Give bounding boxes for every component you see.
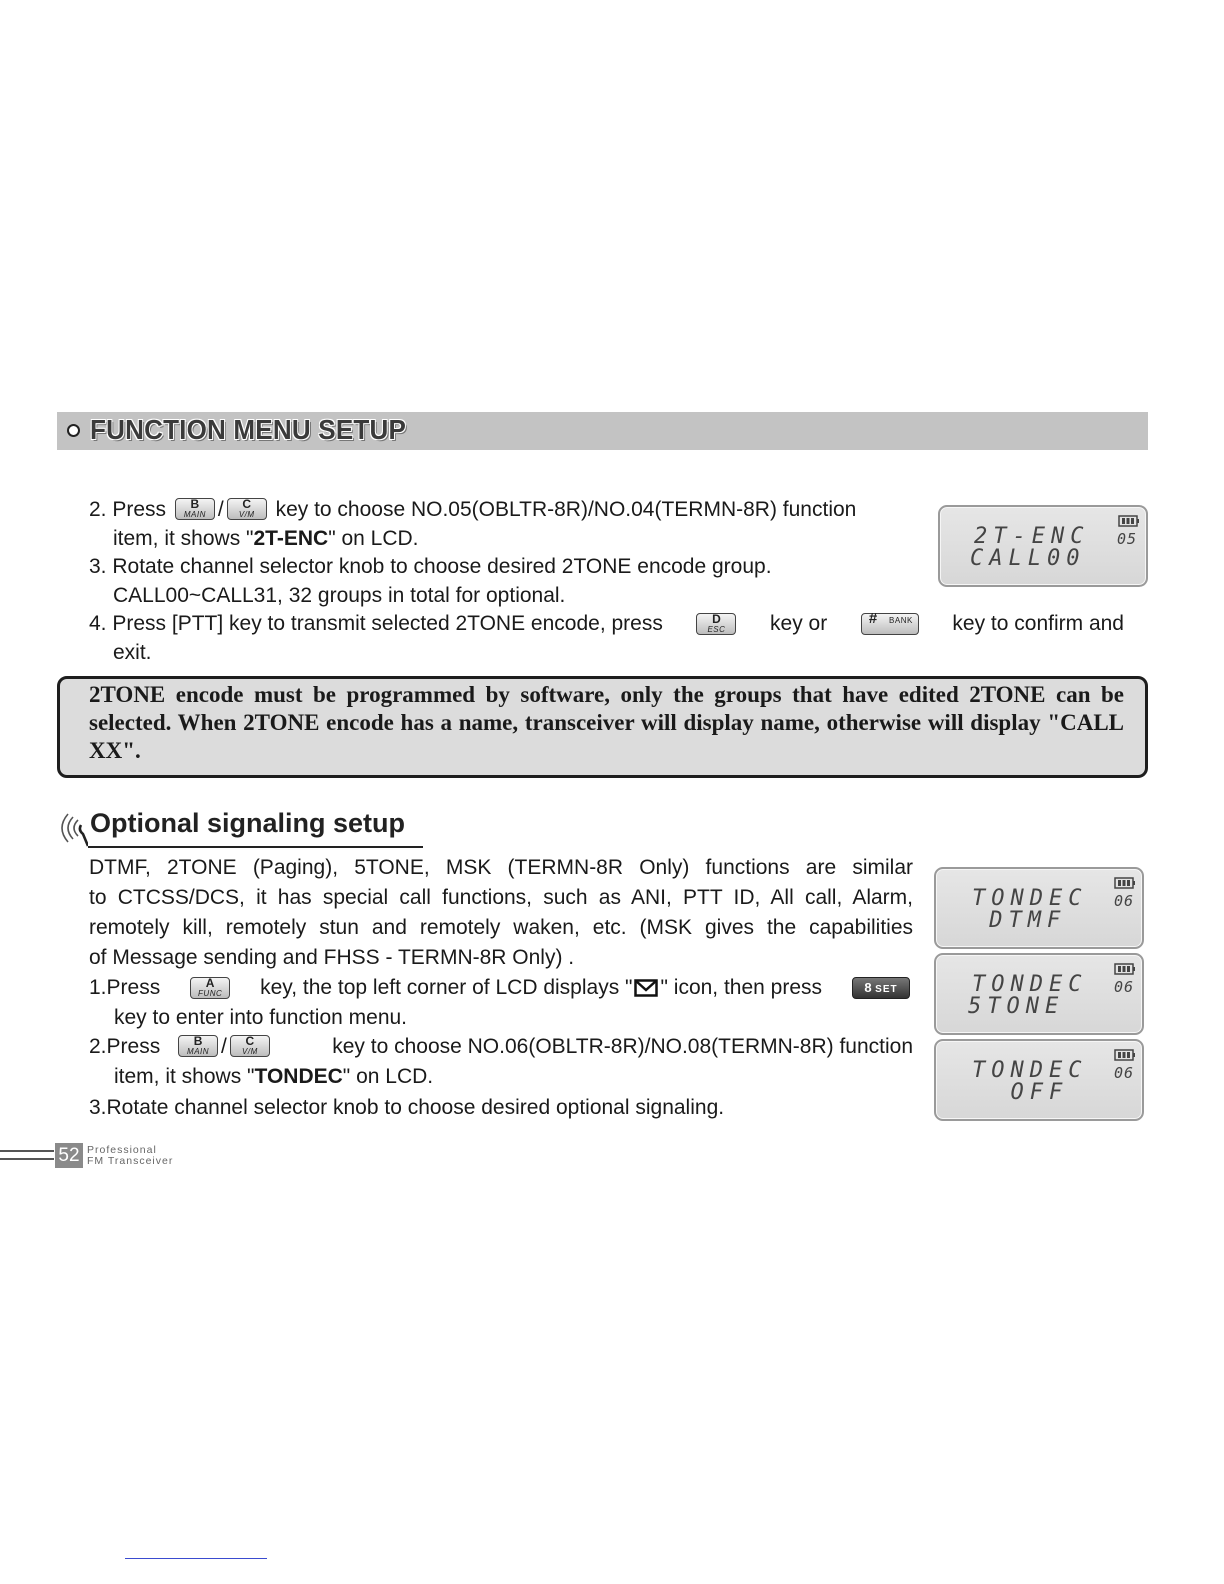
esc-key-icon: D ESC bbox=[696, 613, 736, 635]
note-text: 2TONE encode must be programmed by software, only the groups that have edited 2TONE can be selected. When 2TONE encode has a name, transceiver will display name, otherwise will display "CALL XX". bbox=[89, 682, 1124, 763]
lcd-line-2: DTMF bbox=[970, 908, 1067, 933]
vm-key-icon: C V/M bbox=[227, 498, 267, 520]
subsection-title: Optional signaling setup bbox=[90, 808, 406, 838]
step-3-line-2: CALL00~CALL31, 32 groups in total for optional. bbox=[113, 584, 566, 607]
step-4-line bbox=[89, 610, 1124, 638]
sub-step-1-line-2: key to enter into function menu. bbox=[114, 1006, 408, 1029]
lcd-display-dtmf bbox=[934, 867, 1144, 949]
main-key-icon: B MAIN bbox=[178, 1035, 218, 1057]
sub-step-2-text: key to choose NO.06(OBLTR-8R)/NO.08(TERMN-8R) function bbox=[332, 1035, 913, 1058]
lcd-menu-number: 06 bbox=[1114, 1064, 1135, 1082]
bullet-circle-icon bbox=[67, 424, 80, 437]
signal-waves-icon bbox=[54, 808, 88, 848]
step-4-text: 4. Press [PTT] key to transmit selected 2TONE encode, press bbox=[89, 612, 663, 635]
lcd-menu-number: 05 bbox=[1117, 530, 1138, 548]
battery-icon bbox=[1114, 877, 1136, 889]
step-4-text-2: key or bbox=[770, 612, 828, 635]
slash: / bbox=[217, 498, 224, 521]
lcd-line-2: 5TONE bbox=[968, 994, 1065, 1019]
lcd-line-2: CALL00 bbox=[970, 546, 1086, 571]
main-key-icon: B MAIN bbox=[175, 498, 215, 520]
set-key-icon bbox=[852, 977, 910, 999]
step-2-line bbox=[89, 496, 856, 524]
step-4-text-3: key to confirm and bbox=[952, 612, 1124, 635]
sub-step-1-text: key, the top left corner of LCD displays " " icon, then press bbox=[260, 976, 823, 999]
lcd-line-1: TONDEC bbox=[972, 1058, 1088, 1083]
lcd-display-off bbox=[934, 1039, 1144, 1121]
lcd-line-1: TONDEC bbox=[972, 886, 1088, 911]
lcd-value-tondec: TONDEC bbox=[254, 1065, 343, 1088]
bank-key-icon: # BANK bbox=[861, 613, 919, 635]
lcd-menu-number: 06 bbox=[1114, 978, 1135, 996]
battery-icon bbox=[1114, 963, 1136, 975]
step-2-prefix: 2. Press bbox=[89, 498, 167, 521]
bottom-link-underline bbox=[125, 1558, 267, 1559]
lcd-display-5tone bbox=[934, 953, 1144, 1035]
intro-line-1: DTMF, 2TONE (Paging), 5TONE, MSK (TERMN-8R Only) functions are similar bbox=[89, 856, 913, 879]
lcd-display-2t-enc bbox=[938, 505, 1148, 587]
step-3-line: 3. Rotate channel selector knob to choose desired 2TONE encode group. bbox=[89, 555, 772, 578]
intro-line-4: of Message sending and FHSS - TERMN-8R Only) . bbox=[89, 946, 575, 969]
sub-step-2-prefix: 2.Press B MAIN / C V/M bbox=[89, 1033, 273, 1061]
sub-step-2-line bbox=[89, 1033, 913, 1061]
sub-step-2-line-2: item, it shows "TONDEC" on LCD. bbox=[114, 1065, 434, 1088]
vm-key-icon: C V/M bbox=[230, 1035, 270, 1057]
set-key-label: 8 SET bbox=[864, 980, 898, 995]
func-key-icon: A FUNC bbox=[190, 977, 230, 999]
step-2-line-2: item, it shows "2T-ENC" on LCD. bbox=[113, 527, 419, 550]
step-2-text: key to choose NO.05(OBLTR-8R)/NO.04(TERMN-8R) function bbox=[275, 498, 857, 521]
footer-rule bbox=[0, 1158, 54, 1160]
battery-icon bbox=[1114, 1049, 1136, 1061]
battery-icon bbox=[1118, 515, 1140, 527]
page-number: 52 bbox=[55, 1143, 83, 1168]
lcd-value-2t-enc: 2T-ENC bbox=[253, 527, 329, 550]
footer-rule bbox=[0, 1150, 54, 1152]
subsection-underline bbox=[88, 846, 423, 848]
lcd-line-1: 2T-ENC bbox=[974, 524, 1090, 549]
footer-brand-line-1: Professional bbox=[87, 1144, 157, 1156]
lcd-menu-number: 06 bbox=[1114, 892, 1135, 910]
intro-line-2: to CTCSS/DCS, it has special call functions, such as ANI, PTT ID, All call, Alarm, bbox=[89, 886, 913, 909]
lcd-line-1: TONDEC bbox=[972, 972, 1088, 997]
sub-step-3-line: 3.Rotate channel selector knob to choose desired optional signaling. bbox=[89, 1096, 725, 1119]
lcd-line-2: OFF bbox=[972, 1080, 1069, 1105]
sub-step-1-line bbox=[89, 974, 913, 1002]
footer-brand-line-2: FM Transceiver bbox=[87, 1155, 174, 1167]
step-4-line-2: exit. bbox=[113, 641, 152, 664]
envelope-icon bbox=[634, 979, 658, 997]
section-title: FUNCTION MENU SETUP bbox=[90, 414, 407, 445]
sub-step-1-prefix: 1.Press bbox=[89, 976, 161, 999]
intro-line-3: remotely kill, remotely stun and remotely waken, etc. (MSK gives the capabilities bbox=[89, 916, 913, 939]
